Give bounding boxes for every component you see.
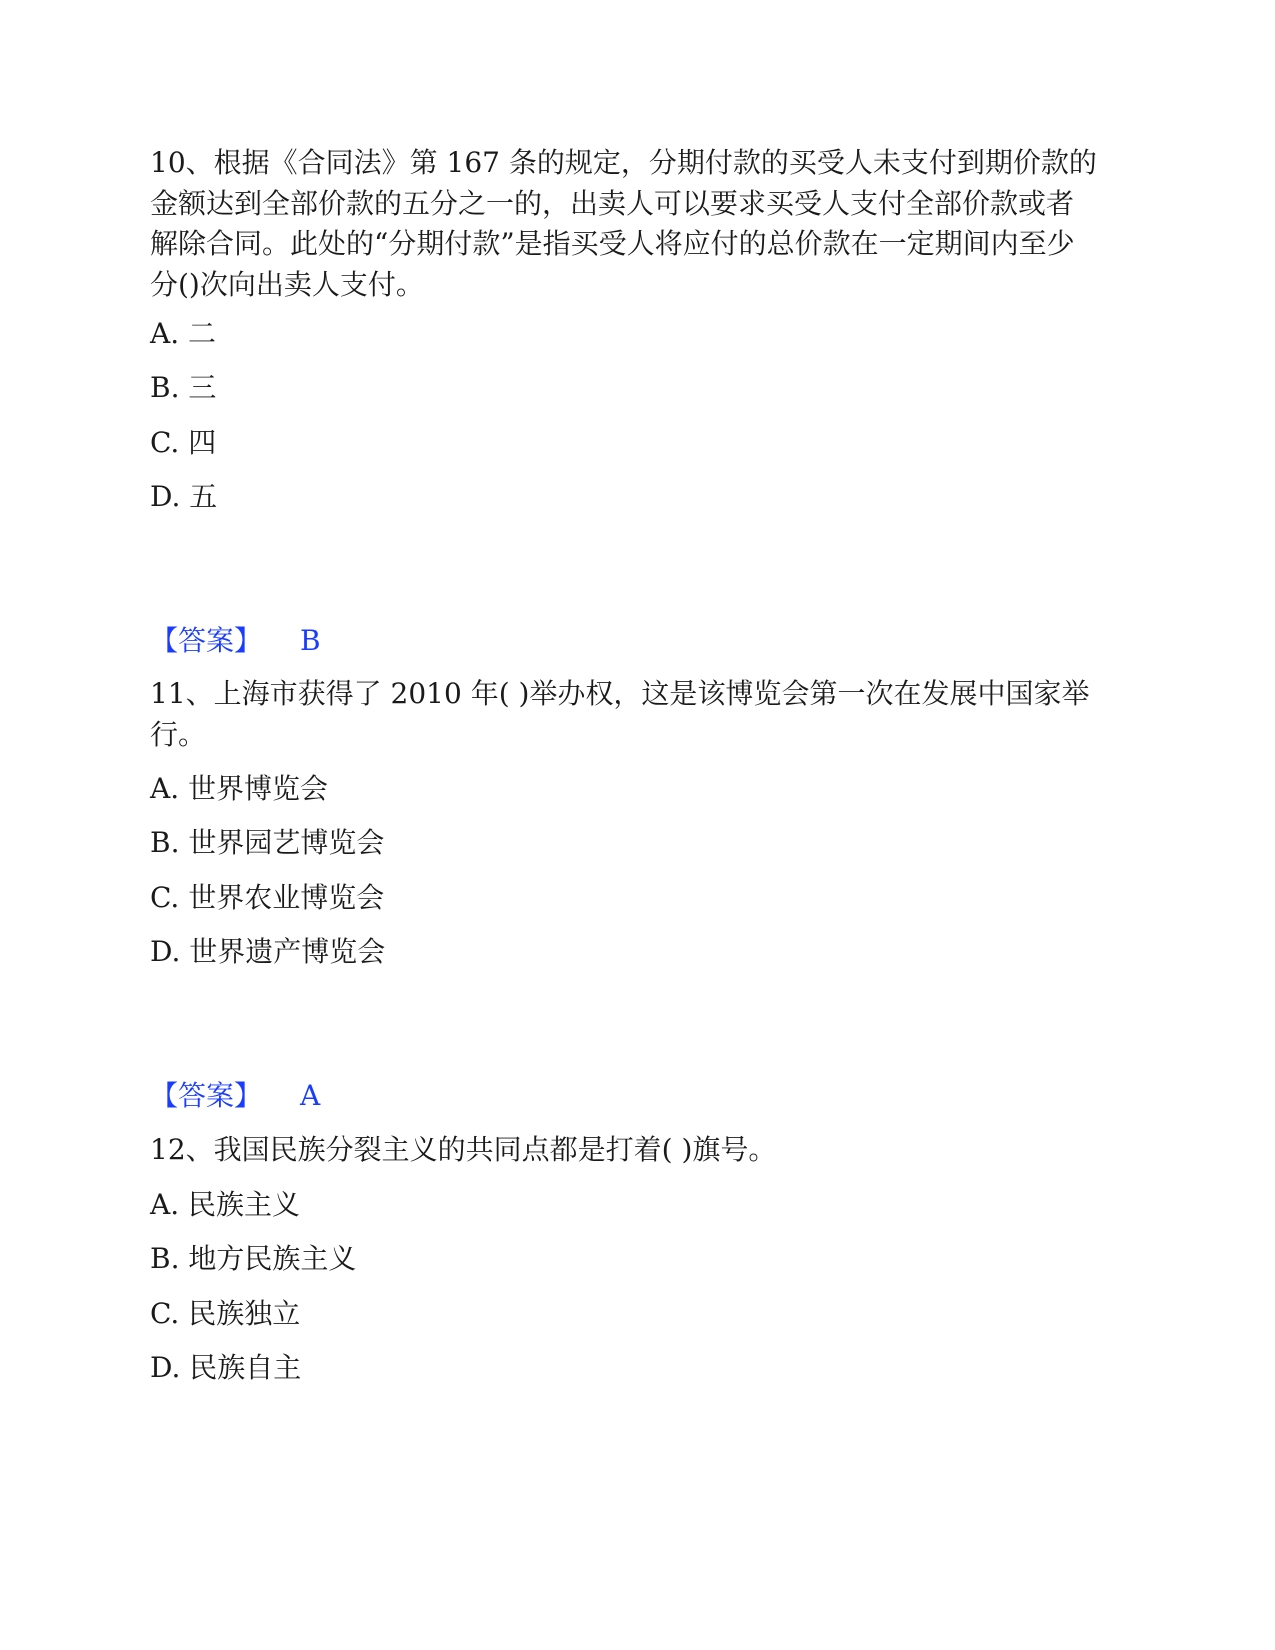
question-10-stem-line: 分()次向出卖人支付。 [150,267,424,301]
question-10-stem-line: 解除合同。此处的“分期付款”是指买受人将应付的总价款在一定期间内至少 [150,227,1075,260]
question-12-option-d: D. 民族自主 [150,1351,302,1384]
question-10-option-c: C. 四 [150,426,217,459]
answer-value: B [300,624,321,657]
answer-label: 【答案】 [150,1079,263,1112]
question-11-stem [150,674,1115,755]
question-11-option-a: A. 世界博览会 [150,772,329,805]
question-10-stem [150,143,1115,305]
question-11-option-d: D. 世界遗产博览会 [150,935,386,968]
question-10-stem-line: 金额达到全部价款的五分之一的，出卖人可以要求买受人支付全部价款或者 [150,186,1075,220]
question-10-option-d: D. 五 [150,480,218,513]
question-10-answer [150,621,321,661]
question-10-stem-line: 10、根据《合同法》第 167 条的规定，分期付款的买受人未支付到期价款的 [150,146,1097,179]
question-12-option-c: C. 民族独立 [150,1297,301,1330]
question-10-option-a: A. 二 [150,317,217,350]
question-11-option-b: B. 世界园艺博览会 [150,826,385,859]
question-11-stem-line: 行。 [150,717,207,751]
question-12-option-a: A. 民族主义 [150,1188,301,1221]
question-10-option-b: B. 三 [150,371,217,404]
question-12-stem [150,1130,1115,1171]
question-11-option-c: C. 世界农业博览会 [150,881,385,914]
question-12-stem-line: 12、我国民族分裂主义的共同点都是打着( )旗号。 [150,1133,777,1166]
answer-label: 【答案】 [150,624,263,657]
question-12-option-b: B. 地方民族主义 [150,1242,357,1275]
question-11-stem-line: 11、上海市获得了 2010 年( )举办权，这是该博览会第一次在发展中国家举 [150,677,1090,710]
question-11-answer [150,1076,320,1116]
answer-value: A [300,1079,321,1112]
